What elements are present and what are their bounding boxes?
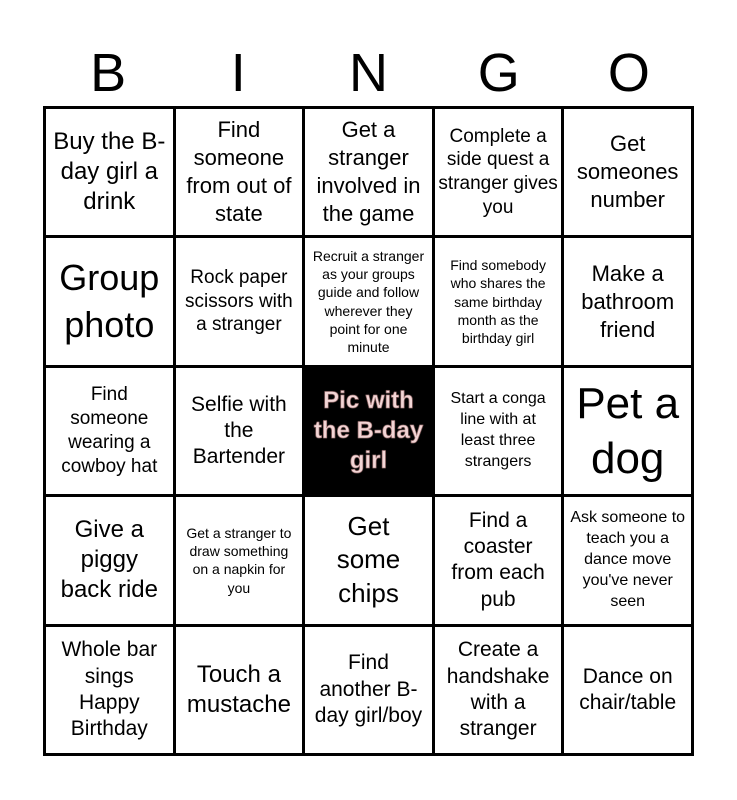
bingo-cell[interactable]: [46, 627, 173, 753]
cell-text: Find someone from out of state: [186, 117, 292, 227]
cell-text: Selfie with the Bartender: [191, 392, 287, 469]
cell-text: Find someone wearing a cowboy hat: [61, 384, 158, 477]
bingo-cell[interactable]: [305, 109, 432, 235]
bingo-cell[interactable]: [435, 109, 562, 235]
cell-text: Create a handshake with a stranger: [446, 638, 550, 741]
bingo-cell[interactable]: [305, 627, 432, 753]
bingo-cell[interactable]: [564, 627, 691, 753]
cell-text: Rock paper scissors with a stranger: [185, 266, 293, 336]
cell-text: Get a stranger involved in the game: [316, 117, 421, 227]
cell-text: Touch a mustache: [186, 660, 291, 718]
free-space-cell[interactable]: [305, 368, 432, 494]
bingo-header: [43, 38, 694, 108]
cell-text: Get a stranger to draw something on a napkin for you: [186, 525, 292, 596]
cell-text: Find another B-day girl/boy: [314, 651, 423, 727]
header-letter-n: N: [348, 43, 388, 103]
bingo-cell[interactable]: [176, 109, 303, 235]
cell-text: Group photo: [59, 256, 160, 345]
bingo-cell[interactable]: [564, 238, 691, 364]
bingo-cell[interactable]: [176, 627, 303, 753]
header-letter-b: B: [90, 43, 127, 103]
cell-text: Dance on chair/table: [579, 664, 677, 714]
bingo-cell[interactable]: [176, 238, 303, 364]
free-space-text: Pic with the B-day girl: [313, 386, 424, 474]
cell-text: Start a conga line with at least three strangers: [450, 390, 546, 470]
bingo-cell[interactable]: [46, 109, 173, 235]
bingo-cell[interactable]: [435, 497, 562, 623]
header-letter-g: G: [477, 43, 520, 103]
bingo-cell[interactable]: [46, 368, 173, 494]
bingo-cell[interactable]: [305, 497, 432, 623]
bingo-cell[interactable]: [435, 627, 562, 753]
bingo-board: [43, 106, 694, 756]
cell-text: Give a piggy back ride: [60, 516, 158, 604]
cell-text: Make a bathroom friend: [581, 260, 675, 342]
bingo-cell[interactable]: [435, 368, 562, 494]
bingo-cell[interactable]: [564, 368, 691, 494]
cell-text: Find a coaster from each pub: [451, 508, 545, 611]
cell-text: Buy the B-day girl a drink: [53, 128, 166, 216]
bingo-cell[interactable]: [564, 497, 691, 623]
bingo-cell[interactable]: [46, 238, 173, 364]
bingo-cell[interactable]: [176, 368, 303, 494]
bingo-cell[interactable]: [435, 238, 562, 364]
cell-text: Ask someone to teach you a dance move you've never seen: [570, 509, 686, 610]
bingo-cell[interactable]: [176, 497, 303, 623]
cell-text: Whole bar sings Happy Birthday: [61, 638, 158, 741]
header-letter-o: O: [607, 43, 650, 103]
cell-text: Get some chips: [336, 510, 401, 609]
cell-text: Get someones number: [576, 131, 679, 213]
cell-text: Complete a side quest a stranger gives you: [438, 125, 558, 218]
cell-text: Recruit a stranger as your groups guide and follow wherever they point for one minute: [312, 248, 425, 355]
cell-text: Find somebody who shares the same birthday month as the birthday girl: [450, 257, 546, 346]
bingo-cell[interactable]: [46, 497, 173, 623]
bingo-cell[interactable]: [564, 109, 691, 235]
header-letter-i: I: [230, 43, 246, 103]
cell-text: Pet a dog: [576, 378, 680, 483]
bingo-cell[interactable]: [305, 238, 432, 364]
